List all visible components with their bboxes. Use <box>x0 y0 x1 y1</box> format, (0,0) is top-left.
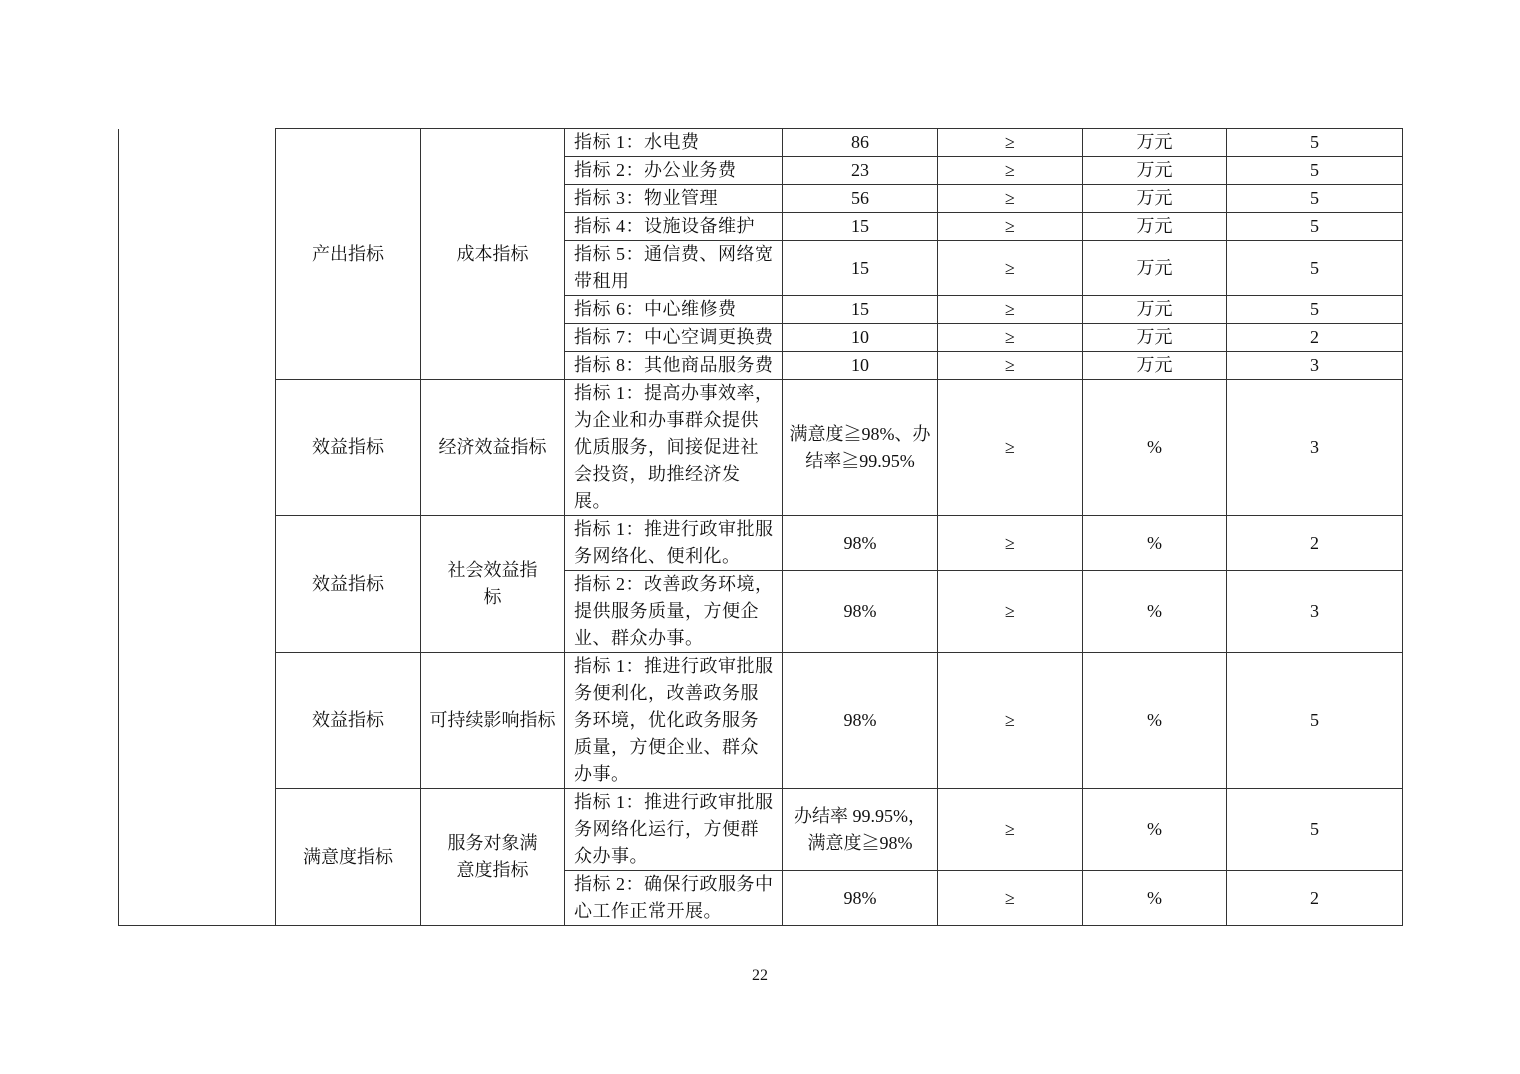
comparison-operator: ≥ <box>938 185 1083 213</box>
unit: 万元 <box>1083 241 1227 296</box>
indicator-description: 指标 4：设施设备维护 <box>565 213 783 241</box>
table-row <box>119 789 1403 871</box>
indicator-description: 指标 1：推进行政审批服务便利化，改善政务服务环境，优化政务服务质量，方便企业、群众办事。 <box>565 653 783 789</box>
unit: 万元 <box>1083 185 1227 213</box>
indicator-description: 指标 1：推进行政审批服务网络化运行，方便群众办事。 <box>565 789 783 871</box>
indicator-value: 10 <box>783 324 938 352</box>
indicator-value: 98% <box>783 871 938 926</box>
weight-score: 3 <box>1227 380 1403 516</box>
comparison-operator: ≥ <box>938 871 1083 926</box>
comparison-operator: ≥ <box>938 296 1083 324</box>
comparison-operator: ≥ <box>938 129 1083 157</box>
first-level-indicator: 效益指标 <box>276 653 421 789</box>
blank-left-column <box>119 129 276 926</box>
comparison-operator: ≥ <box>938 380 1083 516</box>
indicator-description: 指标 6：中心维修费 <box>565 296 783 324</box>
comparison-operator: ≥ <box>938 324 1083 352</box>
weight-score: 2 <box>1227 324 1403 352</box>
indicator-description: 指标 1：推进行政审批服务网络化、便利化。 <box>565 516 783 571</box>
unit: 万元 <box>1083 213 1227 241</box>
indicator-value: 15 <box>783 213 938 241</box>
unit: % <box>1083 516 1227 571</box>
table-row <box>119 380 1403 516</box>
weight-score: 5 <box>1227 789 1403 871</box>
first-level-indicator: 效益指标 <box>276 380 421 516</box>
weight-score: 5 <box>1227 213 1403 241</box>
table-row <box>119 516 1403 571</box>
table-row <box>119 653 1403 789</box>
indicator-description: 指标 7：中心空调更换费 <box>565 324 783 352</box>
indicator-value: 56 <box>783 185 938 213</box>
first-level-indicator: 效益指标 <box>276 516 421 653</box>
weight-score: 5 <box>1227 185 1403 213</box>
weight-score: 5 <box>1227 129 1403 157</box>
indicator-value: 办结率 99.95%，满意度≧98% <box>783 789 938 871</box>
indicator-description: 指标 2：改善政务环境，提供服务质量，方便企业、群众办事。 <box>565 571 783 653</box>
indicator-value: 满意度≧98%、办结率≧99.95% <box>783 380 938 516</box>
indicator-description: 指标 3：物业管理 <box>565 185 783 213</box>
second-level-indicator: 经济效益指标 <box>421 380 565 516</box>
indicator-value: 15 <box>783 241 938 296</box>
unit: % <box>1083 871 1227 926</box>
unit: 万元 <box>1083 324 1227 352</box>
indicator-value: 98% <box>783 516 938 571</box>
indicator-value: 15 <box>783 296 938 324</box>
indicator-value: 23 <box>783 157 938 185</box>
weight-score: 5 <box>1227 241 1403 296</box>
comparison-operator: ≥ <box>938 352 1083 380</box>
weight-score: 5 <box>1227 296 1403 324</box>
comparison-operator: ≥ <box>938 653 1083 789</box>
first-level-indicator: 产出指标 <box>276 129 421 380</box>
weight-score: 5 <box>1227 653 1403 789</box>
first-level-indicator: 满意度指标 <box>276 789 421 926</box>
indicator-value: 10 <box>783 352 938 380</box>
weight-score: 3 <box>1227 571 1403 653</box>
weight-score: 2 <box>1227 871 1403 926</box>
weight-score: 5 <box>1227 157 1403 185</box>
comparison-operator: ≥ <box>938 789 1083 871</box>
unit: 万元 <box>1083 157 1227 185</box>
indicator-description: 指标 8：其他商品服务费 <box>565 352 783 380</box>
comparison-operator: ≥ <box>938 516 1083 571</box>
indicator-description: 指标 2：确保行政服务中心工作正常开展。 <box>565 871 783 926</box>
indicator-value: 86 <box>783 129 938 157</box>
page-number: 22 <box>752 967 768 984</box>
unit: 万元 <box>1083 352 1227 380</box>
indicator-description: 指标 2：办公业务费 <box>565 157 783 185</box>
weight-score: 3 <box>1227 352 1403 380</box>
comparison-operator: ≥ <box>938 213 1083 241</box>
second-level-indicator: 成本指标 <box>421 129 565 380</box>
second-level-indicator: 可持续影响指标 <box>421 653 565 789</box>
indicator-value: 98% <box>783 571 938 653</box>
unit: % <box>1083 789 1227 871</box>
unit: 万元 <box>1083 129 1227 157</box>
unit: % <box>1083 653 1227 789</box>
comparison-operator: ≥ <box>938 157 1083 185</box>
second-level-indicator: 社会效益指标 <box>421 516 565 653</box>
second-level-indicator: 服务对象满意度指标 <box>421 789 565 926</box>
indicator-description: 指标 1：提高办事效率，为企业和办事群众提供优质服务，间接促进社会投资，助推经济发展。 <box>565 380 783 516</box>
indicator-value: 98% <box>783 653 938 789</box>
comparison-operator: ≥ <box>938 571 1083 653</box>
unit: 万元 <box>1083 296 1227 324</box>
table-row <box>119 129 1403 157</box>
performance-indicator-table <box>118 128 1403 926</box>
unit: % <box>1083 380 1227 516</box>
unit: % <box>1083 571 1227 653</box>
weight-score: 2 <box>1227 516 1403 571</box>
comparison-operator: ≥ <box>938 241 1083 296</box>
indicator-description: 指标 1：水电费 <box>565 129 783 157</box>
indicator-description: 指标 5：通信费、网络宽带租用 <box>565 241 783 296</box>
